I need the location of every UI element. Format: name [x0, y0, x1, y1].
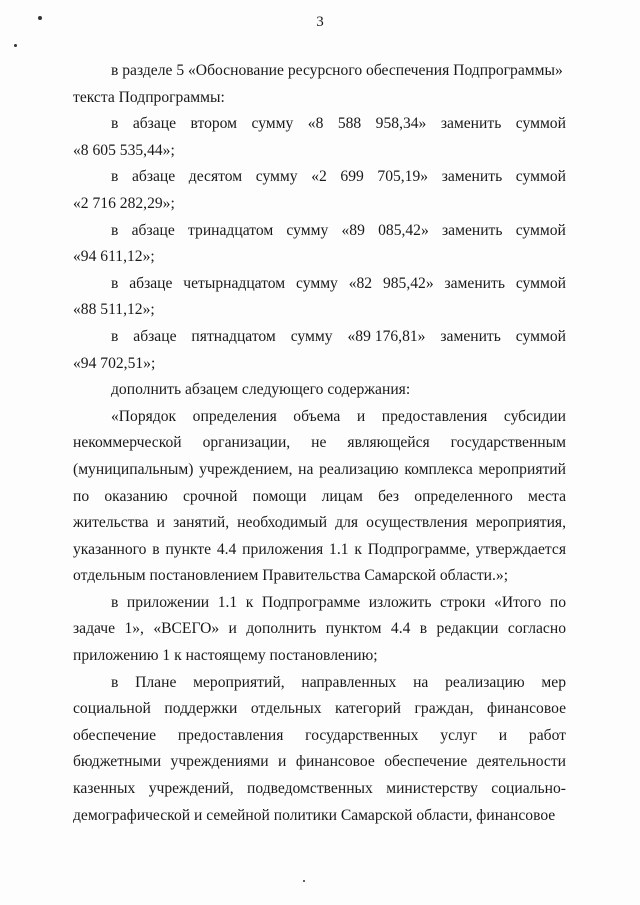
scan-speck	[303, 880, 305, 882]
word: в	[111, 115, 119, 133]
replacement-line	[73, 271, 566, 298]
word: «82	[348, 274, 373, 292]
word: заменить	[444, 274, 505, 292]
word: абзаце	[132, 115, 177, 133]
word: сумму	[296, 274, 338, 292]
word: абзаце	[133, 327, 177, 345]
word: сумму	[255, 168, 298, 186]
replacement-item	[73, 218, 566, 271]
replacement-item	[73, 271, 566, 324]
replacement-new-sum: «94 702,51»;	[73, 354, 156, 372]
scan-speck	[38, 16, 42, 20]
procedure-paragraph: «Порядок определения объема и предоставления субсидии некоммерческой организации, не являющейся государственным (муниципальным) учреждением, на реализацию комплекса мероприятий по оказанию срочной помощи лицам без определенного места жительства и занятий, необходимый для осуществления мероприятия, указанного в пункте 4.4 приложения 1.1 к Подпрограмме, утверждается отдельным постановлением Правительства Самарской области.»;	[73, 407, 566, 585]
word: в	[111, 168, 119, 186]
word: суммой	[515, 327, 566, 345]
replacement-line	[73, 164, 566, 191]
word: суммой	[515, 115, 566, 133]
word: втором	[190, 115, 238, 133]
word: заменить	[441, 168, 503, 186]
replacement-item	[73, 111, 566, 164]
word: 985,42»	[382, 274, 434, 292]
word: 958,34»	[375, 115, 427, 133]
word: 085,42»	[378, 221, 429, 239]
word: «8	[307, 115, 324, 133]
word: заменить	[440, 327, 501, 345]
replacement-new-sum: «2 716 282,29»;	[73, 194, 175, 212]
supplement-intro: дополнить абзацем следующего содержания:	[111, 381, 411, 399]
word: в	[111, 221, 119, 239]
appendix-paragraph: в приложении 1.1 к Подпрограмме изложить строки «Итого по задаче 1», «ВСЕГО» и дополнить пунктом 4.4 в редакции согласно приложению 1 к настоящему постановлению;	[73, 593, 566, 665]
intro-line-2: текста Подпрограммы:	[73, 88, 225, 106]
word: суммой	[515, 274, 566, 292]
word: суммой	[515, 221, 566, 239]
word: в	[111, 274, 119, 292]
word: абзаце	[131, 221, 175, 239]
word: абзаце	[131, 168, 176, 186]
word: 699	[340, 168, 364, 186]
word: «89	[341, 221, 365, 239]
word: тринадцатом	[188, 221, 274, 239]
word: «89 176,81»	[347, 327, 426, 345]
word: заменить	[442, 221, 503, 239]
replacement-new-sum: «8 605 535,44»;	[73, 141, 175, 159]
word: пятнадцатом	[191, 327, 276, 345]
word: сумму	[251, 115, 294, 133]
word: десятом	[188, 168, 243, 186]
page-number: 3	[316, 14, 324, 30]
word: в	[111, 327, 119, 345]
intro-paragraph	[73, 58, 566, 111]
word: четырнадцатом	[183, 274, 286, 292]
word: 588	[337, 115, 362, 133]
replacement-new-sum: «88 511,12»;	[73, 301, 155, 319]
replacement-item	[73, 324, 566, 377]
word: заменить	[440, 115, 502, 133]
document-body	[73, 58, 566, 829]
replacement-new-sum: «94 611,12»;	[73, 248, 155, 266]
word: абзаце	[129, 274, 173, 292]
replacement-line	[73, 324, 566, 351]
plan-paragraph: в Плане мероприятий, направленных на реализацию мер социальной поддержки отдельных категорий граждан, финансовое обеспечение предоставления государственных услуг и работ бюджетными учреждениями и финансовое обеспечение деятельности казенных учреждений, подведомственных министерству социально-демографической и семейной политики Самарской области, финансовое	[73, 673, 566, 824]
intro-line-1: в разделе 5 «Обоснование ресурсного обеспечения Подпрограммы»	[111, 62, 563, 79]
replacement-line	[73, 111, 566, 138]
word: «2	[311, 168, 327, 186]
word: суммой	[515, 168, 566, 186]
replacement-line	[73, 218, 566, 245]
word: сумму	[286, 221, 329, 239]
replacement-item	[73, 164, 566, 217]
word: сумму	[290, 327, 333, 345]
word: 705,19»	[377, 168, 429, 186]
scan-speck	[14, 44, 17, 47]
